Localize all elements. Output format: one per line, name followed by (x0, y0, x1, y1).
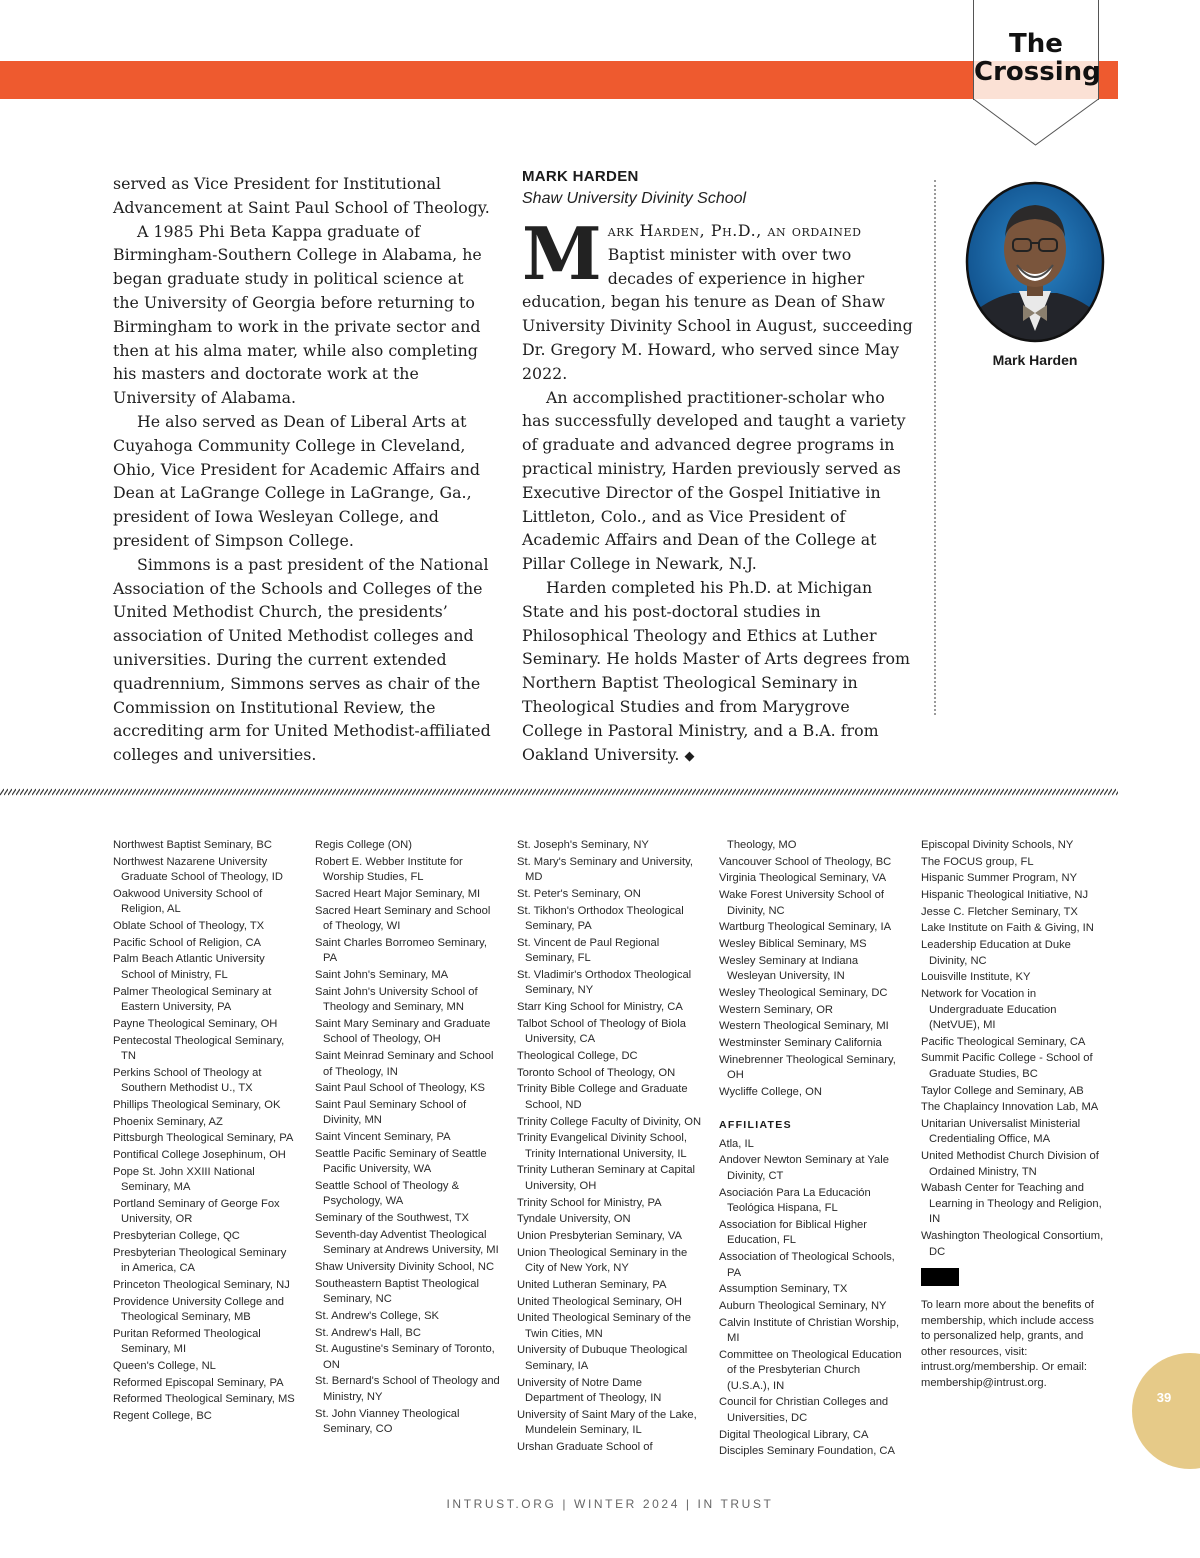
list-item: Wycliffe College, ON (719, 1085, 822, 1098)
list-item: Seattle Pacific Seminary of Seattle Pacific University, WA (315, 1147, 487, 1176)
list-item: Trinity College Faculty of Divinity, ON (517, 1115, 702, 1128)
list-item: University of Notre Dame Department of Theology, IN (517, 1376, 662, 1405)
profile-paragraph-3 (522, 576, 914, 768)
list-item: Oakwood University School of Religion, AL (113, 887, 263, 916)
list-item: Urshan Graduate School of (517, 1441, 653, 1453)
list-item: United Theological Seminary, OH (517, 1295, 682, 1308)
list-item: Pittsburgh Theological Seminary, PA (113, 1132, 294, 1145)
list-item: Pope St. John XXIII National Seminary, MA (113, 1165, 255, 1194)
list-item: St. Vladimir's Orthodox Theological Seminary, NY (517, 968, 692, 997)
portrait-photo (965, 181, 1105, 343)
list-item: Washington Theological Consortium, DC (921, 1230, 1104, 1258)
list-item: Trinity Evangelical Divinity School, Trinity International University, IL (517, 1132, 687, 1160)
list-item: Wesley Biblical Seminary, MS (719, 937, 867, 950)
list-item: Talbot School of Theology of Biola University, CA (517, 1017, 686, 1046)
list-item: St. Vincent de Paul Regional Seminary, FL (517, 936, 660, 965)
list-item: Episcopal Divinity Schools, NY (921, 839, 1074, 851)
list-item: Pacific School of Religion, CA (113, 936, 261, 949)
list-item: Payne Theological Seminary, OH (113, 1017, 278, 1030)
profile-paragraph-1-text: Baptist minister with over two decades of experience in higher education, began his tenure as Dean of Shaw University Divinity School in August, succeeding Dr. Gregory M. Howard, who served since May 2022. (522, 244, 913, 383)
list-item: Wesley Seminary at Indiana Wesleyan University, IN (719, 954, 859, 983)
left-article-column (113, 172, 493, 767)
list-item: Southeastern Baptist Theological Seminary, NC (315, 1277, 479, 1306)
list-item: Providence University College and Theological Seminary, MB (113, 1295, 285, 1324)
list-item: Asociación Para La Educación Teológica Hispana, FL (719, 1186, 871, 1215)
drop-cap: M (522, 211, 602, 296)
membership-note: To learn more about the benefits of membership, which include access to personalized help, grants, and other resources, visit: intrust.org/membership. Or email: membership@intrust.org. (921, 1299, 1094, 1389)
list-item: Disciples Seminary Foundation, CA (719, 1445, 895, 1458)
list-item: St. Andrew's College, SK (315, 1309, 440, 1322)
list-item: Pacific Theological Seminary, CA (921, 1035, 1086, 1048)
list-item: United Methodist Church Division of Ordained Ministry, TN (921, 1150, 1099, 1178)
list-item: Trinity Bible College and Graduate School, ND (517, 1083, 688, 1111)
page-number-badge (1132, 1353, 1200, 1469)
list-item: Saint Paul School of Theology, KS (315, 1082, 485, 1095)
list-item: Toronto School of Theology, ON (517, 1066, 676, 1079)
list-item: The FOCUS group, FL (921, 855, 1034, 868)
list-item: Wartburg Theological Seminary, IA (719, 921, 892, 934)
list-item: Reformed Episcopal Seminary, PA (113, 1376, 284, 1389)
list-item: Association for Biblical Higher Education, FL (719, 1218, 867, 1247)
column-divider (934, 180, 936, 715)
list-item: Palmer Theological Seminary at Eastern University, PA (113, 985, 272, 1014)
member-list-col-1 (113, 838, 298, 1426)
list-item: Palm Beach Atlantic University School of Ministry, FL (113, 953, 265, 981)
list-item: Robert E. Webber Institute for Worship Studies, FL (315, 855, 463, 884)
list-item: Winebrenner Theological Seminary, OH (719, 1053, 896, 1082)
list-item: Lake Institute on Faith & Giving, IN (921, 922, 1094, 935)
list-item: Starr King School for Ministry, CA (517, 1001, 683, 1014)
list-item: Westminster Seminary California (719, 1036, 882, 1049)
section-title (974, 29, 1101, 87)
profile-article-column (522, 211, 914, 768)
profile-paragraph-3-text: Harden completed his Ph.D. at Michigan State and his post-doctoral studies in Philosophical Theology and Ethics at Luther Seminary. He holds Master of Arts degrees from Northern Baptist Theological Seminary in Theological Studies and from Marygrove College in Pastoral Ministry, and a B.A. from Oakland University. (522, 577, 910, 764)
list-item: Network for Vocation in Undergraduate Education (NetVUE), MI (921, 988, 1057, 1031)
list-item: Phoenix Seminary, AZ (113, 1115, 223, 1128)
member-list-col-4 (719, 838, 904, 1461)
left-paragraph-2: A 1985 Phi Beta Kappa graduate of Birmingham-Southern College in Alabama, he began graduate study in political science at the University of Georgia before returning to Birmingham to work in the private sector and then at his alma mater, while also completing his masters and doctorate work at the University of Alabama. (113, 221, 482, 408)
profile-name: MARK HARDEN (522, 168, 639, 185)
list-item: Shaw University Divinity School, NC (315, 1261, 495, 1273)
list-item: St. Bernard's School of Theology and Ministry, NY (315, 1375, 500, 1403)
lead-in: ark Harden, Ph.D., an ordained (607, 221, 862, 240)
list-item: Digital Theological Library, CA (719, 1428, 869, 1441)
list-item: Leadership Education at Duke Divinity, NC (921, 939, 1071, 967)
list-item: Association of Theological Schools, PA (719, 1251, 895, 1279)
list-item: Princeton Theological Seminary, NJ (113, 1278, 290, 1291)
list-item: Union Presbyterian Seminary, VA (517, 1230, 682, 1242)
list-item: St. Tikhon's Orthodox Theological Seminary, PA (517, 904, 684, 933)
header-bar (0, 61, 1118, 99)
list-item: Regis College (ON) (315, 839, 412, 851)
list-item: Saint Mary Seminary and Graduate School of Theology, OH (315, 1017, 491, 1046)
list-item: Western Seminary, OR (719, 1003, 833, 1016)
list-item: Oblate School of Theology, TX (113, 920, 265, 933)
section-tab (973, 0, 1099, 100)
list-item: Andover Newton Seminary at Yale Divinity, CT (719, 1154, 889, 1182)
member-list-col-3 (517, 838, 702, 1457)
list-item: Reformed Theological Seminary, MS (113, 1393, 295, 1406)
profile-paragraph-2: An accomplished practitioner-scholar who has successfully developed and taught a variety of graduate and advanced degree programs in practical ministry, Harden previously served as Executive Director of the Gospel Initiative in Littleton, Colo., and as Vice President of Academic Affairs and Dean of the College at Pillar College in Newark, N.J. (522, 387, 906, 574)
portrait-caption: Mark Harden (992, 352, 1078, 368)
list-item: St. Mary's Seminary and University, MD (517, 855, 694, 884)
list-item: St. Augustine's Seminary of Toronto, ON (315, 1343, 495, 1371)
list-item: Trinity Lutheran Seminary at Capital University, OH (517, 1164, 696, 1192)
list-item: Northwest Baptist Seminary, BC (113, 839, 272, 851)
list-item: Saint Charles Borromeo Seminary, PA (315, 936, 488, 965)
list-item: Jesse C. Fletcher Seminary, TX (921, 905, 1078, 918)
list-item: Summit Pacific College - School of Graduate Studies, BC (921, 1052, 1093, 1080)
list-item: Theological College, DC (517, 1050, 638, 1062)
left-paragraph-1: served as Vice President for Institutional Advancement at Saint Paul School of Theology. (113, 174, 490, 217)
member-list-col-2 (315, 838, 500, 1439)
list-item: St. Andrew's Hall, BC (315, 1326, 421, 1339)
list-item: Portland Seminary of George Fox University, OR (113, 1197, 280, 1226)
list-item: Seventh-day Adventist Theological Seminary at Andrews University, MI (315, 1228, 499, 1257)
profile-school: Shaw University Divinity School (522, 190, 747, 207)
list-item: Tyndale University, ON (517, 1213, 631, 1226)
list-item: St. Joseph's Seminary, NY (517, 839, 649, 851)
list-item: Wesley Theological Seminary, DC (719, 986, 888, 999)
list-item: Saint John's Seminary, MA (315, 968, 449, 981)
list-item: Atla, IL (719, 1137, 754, 1150)
list-item: Northwest Nazarene University Graduate School of Theology, ID (113, 855, 283, 884)
list-item: St. Peter's Seminary, ON (517, 887, 641, 900)
list-item: Louisville Institute, KY (921, 971, 1031, 984)
list-item: Seminary of the Southwest, TX (315, 1212, 470, 1225)
redaction-box (921, 1268, 959, 1286)
list-item: Hispanic Theological Initiative, NJ (921, 889, 1089, 902)
profile-paragraph-1 (522, 211, 914, 386)
list-item: Calvin Institute of Christian Worship, MI (719, 1316, 900, 1345)
end-mark-icon: ◆ (684, 748, 695, 764)
list-item: Virginia Theological Seminary, VA (719, 872, 887, 885)
list-item: Perkins School of Theology at Southern Methodist U., TX (113, 1066, 262, 1095)
list-item: Auburn Theological Seminary, NY (719, 1299, 887, 1312)
list-item: Union Theological Seminary in the City of New York, NY (517, 1246, 688, 1275)
list-item: Presbyterian Theological Seminary in America, CA (113, 1246, 287, 1275)
list-item: Hispanic Summer Program, NY (921, 872, 1078, 885)
section-tab-point (973, 99, 1099, 147)
list-item: Saint Paul Seminary School of Divinity, MN (315, 1098, 467, 1127)
affiliates-heading: AFFILIATES (719, 1119, 792, 1132)
list-item: Council for Christian Colleges and Universities, DC (719, 1396, 889, 1424)
list-item: St. John Vianney Theological Seminary, CO (315, 1407, 460, 1436)
left-paragraph-4: Simmons is a past president of the National Association of the Schools and Colleges of the United Methodist Church, the presidents’ association of United Methodist colleges and universities. During the current extended quadrennium, Simmons serves as chair of the Commission on Institutional Review, the accrediting arm for United Methodist-affiliated colleges and universities. (113, 554, 491, 765)
list-item: University of Dubuque Theological Seminary, IA (517, 1344, 688, 1372)
page-number: 39 (1156, 1390, 1172, 1405)
list-item: University of Saint Mary of the Lake, Mundelein Seminary, IL (517, 1408, 697, 1437)
list-item: Trinity School for Ministry, PA (517, 1196, 662, 1209)
list-item: Regent College, BC (113, 1410, 212, 1422)
section-title-line1: The (1009, 29, 1063, 59)
list-item: Saint John's University School of Theology and Seminary, MN (315, 985, 478, 1014)
list-item: Unitarian Universalist Ministerial Credentialing Office, MA (921, 1117, 1081, 1146)
list-item: Phillips Theological Seminary, OK (113, 1098, 281, 1111)
list-item: Wabash Center for Teaching and Learning in Theology and Religion, IN (921, 1182, 1102, 1226)
list-item: Saint Meinrad Seminary and School of Theology, IN (315, 1050, 494, 1078)
list-item: Assumption Seminary, TX (719, 1283, 848, 1296)
list-item: Presbyterian College, QC (113, 1230, 240, 1242)
list-item: Saint Vincent Seminary, PA (315, 1131, 451, 1144)
list-item: Sacred Heart Major Seminary, MI (315, 887, 481, 900)
list-item: Taylor College and Seminary, AB (921, 1084, 1084, 1097)
section-divider (0, 787, 1118, 797)
left-paragraph-3: He also served as Dean of Liberal Arts at Cuyahoga Community College in Cleveland, Ohio, Vice President for Academic Affairs and Dean at LaGrange College in LaGrange, Ga., president of Iowa Wesleyan College, and president of Simpson College. (113, 411, 480, 550)
list-item: Theology, MO (727, 839, 797, 851)
list-item: Sacred Heart Seminary and School of Theology, WI (315, 904, 491, 933)
list-item: Pentecostal Theological Seminary, TN (113, 1034, 285, 1062)
list-item: Seattle School of Theology & Psychology, WA (315, 1179, 460, 1208)
section-title-line2: Crossing (974, 57, 1101, 87)
list-item: Pontifical College Josephinum, OH (113, 1148, 286, 1161)
list-item: United Lutheran Seminary, PA (517, 1278, 667, 1291)
list-item: Vancouver School of Theology, BC (719, 855, 892, 868)
list-item: Puritan Reformed Theological Seminary, MI (113, 1327, 261, 1356)
list-item: Western Theological Seminary, MI (719, 1020, 889, 1033)
member-list-col-5 (921, 838, 1106, 1391)
list-item: Wake Forest University School of Divinity, NC (719, 889, 884, 917)
list-item: United Theological Seminary of the Twin Cities, MN (517, 1312, 691, 1340)
list-item: Committee on Theological Education of the Presbyterian Church (U.S.A.), IN (719, 1348, 902, 1392)
list-item: The Chaplaincy Innovation Lab, MA (921, 1101, 1099, 1114)
page-footer: INTRUST.ORG | WINTER 2024 | IN TRUST (446, 1497, 774, 1511)
list-item: Queen's College, NL (113, 1359, 216, 1372)
